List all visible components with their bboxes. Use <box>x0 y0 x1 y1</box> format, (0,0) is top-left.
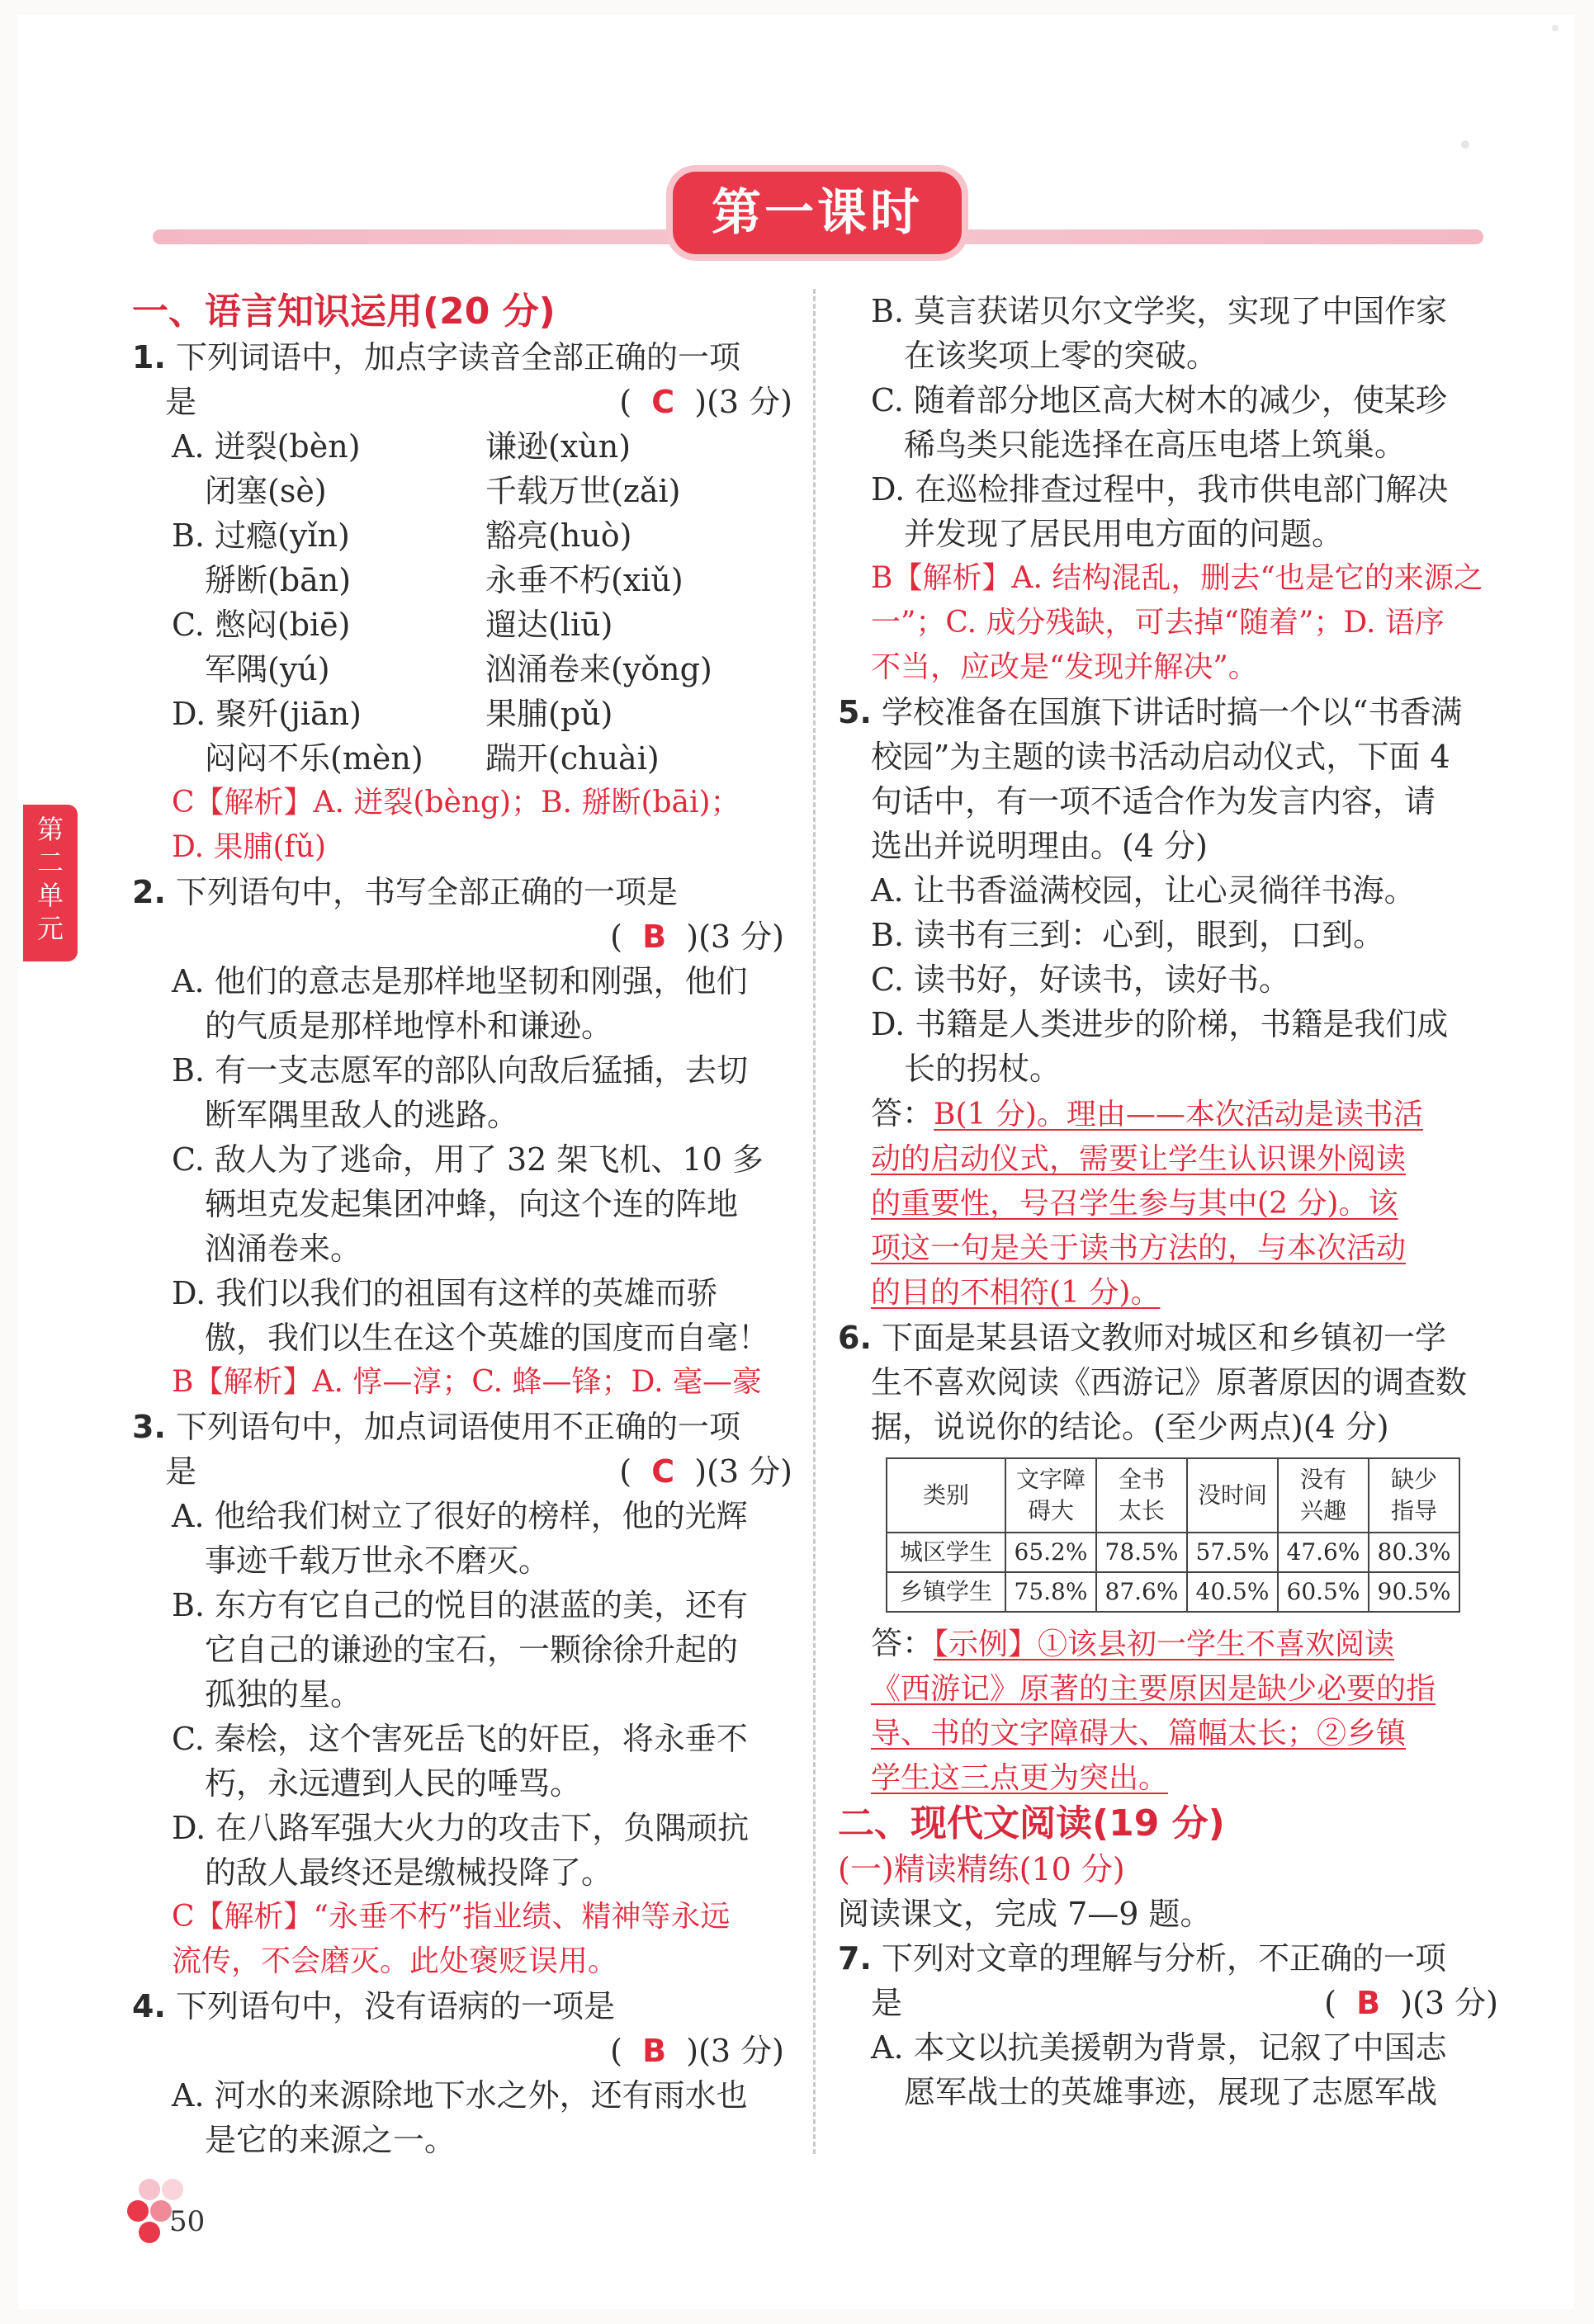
analysis-text: C【解析】A. 迸裂(bèng)；B. 掰断(bāi)； <box>172 786 740 820</box>
table-header-text: 指导 <box>1390 1497 1437 1524</box>
table-cell: 60.5% <box>1278 1572 1369 1612</box>
section-heading: 二、现代文阅读(19 分) <box>838 1802 1225 1845</box>
table-cell: 40.5% <box>1187 1572 1278 1612</box>
answer-choice: C <box>651 384 675 420</box>
option-text: C. 敌人为了逃命，用了 32 架飞机、10 多 <box>172 1141 764 1178</box>
option-text: C. 秦桧，这个害死岳飞的奸臣，将永垂不 <box>172 1721 748 1757</box>
page-title: 第一课时 <box>712 184 923 242</box>
analysis-text: 流传，不会磨灭。此处褒贬误用。 <box>172 1944 618 1978</box>
option-text: A. 本文以抗美援朝为背景，记叙了中国志 <box>871 2029 1447 2066</box>
option-text: 的气质是那样地惇朴和谦逊。 <box>205 1008 613 1044</box>
option-text: A. 他们的意志是那样地坚韧和刚强，他们 <box>172 963 748 999</box>
score-label: )(3 分) <box>686 2033 784 2069</box>
table-header-text: 没时间 <box>1197 1481 1267 1509</box>
table-header <box>1369 1458 1459 1533</box>
question-stem: 下列语句中，没有语病的一项是 <box>175 1988 615 2024</box>
option-text: 豁亮(huò) <box>485 517 632 554</box>
table-header-text: 缺少 <box>1390 1466 1437 1493</box>
column-divider <box>813 289 816 2154</box>
option-text: 汹涌卷来。 <box>205 1230 362 1267</box>
option-text: D. 在巡检排查过程中，我市供电部门解决 <box>871 471 1449 508</box>
answer-paren: ( <box>610 2033 622 2069</box>
table-row <box>887 1533 1459 1572</box>
option-text: A. 河水的来源除地下水之外，还有雨水也 <box>172 2077 748 2114</box>
table-cell: 57.5% <box>1187 1533 1278 1572</box>
answer-text: 的目的不相符(1 分)。 <box>871 1276 1161 1310</box>
score-label: )(3 分) <box>1400 1985 1498 2021</box>
option-text: D. 我们以我们的祖国有这样的英雄而骄 <box>172 1275 718 1311</box>
question-stem: 生不喜欢阅读《西游记》原著原因的调查数 <box>871 1364 1468 1401</box>
question-number: 5. <box>838 694 872 730</box>
score-label: )(3 分) <box>694 384 792 420</box>
answer-label: 答： <box>871 1625 934 1661</box>
question-stem: 下面是某县语文教师对城区和乡镇初一学 <box>881 1320 1446 1356</box>
option-text: 孤独的星。 <box>205 1676 362 1712</box>
option-text: B. 有一支志愿军的部队向敌后猛插，去切 <box>172 1052 749 1089</box>
score-label: )(3 分) <box>686 919 784 955</box>
question-stem: 学校准备在国旗下讲话时搞一个以“书香满 <box>881 694 1463 730</box>
table-cell: 65.2% <box>1005 1533 1096 1572</box>
table-header-text: 文字障 <box>1015 1466 1086 1493</box>
question-stem: 下列语句中，加点词语使用不正确的一项 <box>175 1409 740 1445</box>
question-number: 3. <box>132 1409 166 1445</box>
question-stem: 是 <box>871 1985 903 2021</box>
question-number: 4. <box>132 1988 166 2024</box>
question-5 <box>838 690 1498 1316</box>
answer-paren: ( <box>619 1453 632 1490</box>
question-number: 6. <box>838 1320 872 1356</box>
page-number: 50 <box>169 2205 206 2238</box>
analysis-text: C【解析】“永垂不朽”指业绩、精神等永远 <box>172 1900 731 1934</box>
decor-dot <box>162 2179 183 2200</box>
option-text: 闷闷不乐(mèn) <box>205 740 423 777</box>
table-header-text: 太长 <box>1118 1497 1165 1524</box>
table-cell: 城区学生 <box>887 1533 1005 1572</box>
question-7 <box>838 1936 1498 2114</box>
option-text: A. 他给我们树立了很好的榜样，他的光辉 <box>172 1498 748 1534</box>
table-header <box>1005 1458 1096 1533</box>
table-cell: 75.8% <box>1005 1572 1096 1612</box>
table-cell: 90.5% <box>1369 1572 1459 1612</box>
analysis-text: B【解析】A. 结构混乱，删去“也是它的来源之 <box>871 561 1483 595</box>
option-text: 是它的来源之一。 <box>205 2122 456 2158</box>
question-stem: 是 <box>165 1453 197 1490</box>
option-text: 长的拐杖。 <box>904 1051 1062 1087</box>
option-text: 事迹千载万世永不磨灭。 <box>205 1542 551 1579</box>
table-header-text: 类别 <box>922 1481 969 1509</box>
analysis-text: 一”；C. 成分残缺，可去掉“随着”；D. 语序 <box>871 606 1445 640</box>
answer-choice: C <box>651 1453 675 1490</box>
answer-text: 导、书的文字障碍大、篇幅太长；②乡镇 <box>871 1717 1407 1750</box>
option-text: 并发现了居民用电方面的问题。 <box>904 516 1344 552</box>
answer-text: 【示例】①该县初一学生不喜欢阅读 <box>934 1627 1395 1661</box>
option-text: 断军隅里敌人的逃路。 <box>205 1097 519 1133</box>
unit-side-tab <box>23 805 78 961</box>
option-text: B. 东方有它自己的悦目的湛蓝的美，还有 <box>172 1587 749 1623</box>
answer-text: 学生这三点更为突出。 <box>871 1761 1169 1795</box>
subsection-heading: (一)精读精练(10 分) <box>838 1851 1125 1887</box>
table-cell: 87.6% <box>1096 1572 1187 1612</box>
survey-table <box>886 1457 1460 1613</box>
option-text: B. 读书有三到：心到，眼到，口到。 <box>871 917 1385 953</box>
instruction-text: 阅读课文，完成 7—9 题。 <box>838 1896 1212 1932</box>
table-header <box>1096 1458 1187 1533</box>
table-header <box>887 1458 1005 1533</box>
table-cell: 47.6% <box>1278 1533 1369 1572</box>
option-text: 闭塞(sè) <box>205 473 327 509</box>
title-banner <box>673 172 962 254</box>
decor-dot <box>139 2179 160 2200</box>
answer-choice: B <box>1356 1985 1381 2021</box>
side-tab-char: 第 <box>36 814 64 845</box>
option-text: D. 在八路军强大火力的攻击下，负隅顽抗 <box>172 1810 750 1846</box>
question-2 <box>132 870 792 1405</box>
option-text: 稀鸟类只能选择在高压电塔上筑巢。 <box>904 427 1407 463</box>
option-text: 朽，永远遭到人民的唾骂。 <box>205 1765 582 1802</box>
answer-text: 项这一句是关于读书方法的，与本次活动 <box>871 1231 1407 1265</box>
decor-dot <box>127 2200 149 2222</box>
table-header <box>1187 1458 1278 1533</box>
question-stem: 据，说说你的结论。(至少两点)(4 分) <box>871 1409 1389 1445</box>
option-text: 汹涌卷来(yǒng) <box>485 651 712 687</box>
question-stem: 选出并说明理由。(4 分) <box>871 828 1208 864</box>
answer-text: 的重要性，号召学生参与其中(2 分)。该 <box>871 1187 1398 1221</box>
table-header-text: 没有 <box>1299 1466 1346 1493</box>
side-tab-char: 二 <box>36 847 64 878</box>
option-text: 在该奖项上零的突破。 <box>904 338 1218 374</box>
option-text: 掰断(bān) <box>205 562 352 598</box>
question-6 <box>838 1316 1498 1801</box>
option-text: 千载万世(zǎi) <box>485 473 681 509</box>
option-text: D. 聚歼(jiān) <box>172 696 362 732</box>
option-text: C. 憋闷(biē) <box>172 607 351 643</box>
answer-text: B(1 分)。理由——本次活动是读书活 <box>934 1098 1423 1131</box>
question-3 <box>132 1405 792 1984</box>
option-text: B. 莫言获诺贝尔文学奖，实现了中国作家 <box>871 293 1448 329</box>
question-stem: 下列对文章的理解与分析，不正确的一项 <box>881 1940 1446 1977</box>
option-text: 辆坦克发起集团冲蜂，向这个连的阵地 <box>205 1186 739 1222</box>
option-text: 它自己的谦逊的宝石，一颗徐徐升起的 <box>205 1632 739 1668</box>
score-label: )(3 分) <box>694 1453 792 1490</box>
option-text: 踹开(chuài) <box>485 740 660 777</box>
table-cell: 乡镇学生 <box>887 1572 1005 1612</box>
option-text: A. 迸裂(bèn) <box>172 428 361 465</box>
table-row <box>887 1572 1459 1612</box>
question-number: 7. <box>838 1940 872 1977</box>
option-text: 军隅(yú) <box>205 651 330 687</box>
question-1 <box>132 335 792 870</box>
option-text: D. 书籍是人类进步的阶梯，书籍是我们成 <box>871 1006 1449 1042</box>
answer-label: 答： <box>871 1095 934 1131</box>
table-header-text: 碍大 <box>1027 1497 1074 1524</box>
question-stem: 下列词语中，加点字读音全部正确的一项 <box>175 339 740 376</box>
table-header-text: 兴趣 <box>1299 1497 1346 1524</box>
section-heading: 一、语言知识运用(20 分) <box>132 290 556 333</box>
question-number: 2. <box>132 874 166 910</box>
option-text: 永垂不朽(xiǔ) <box>485 562 683 598</box>
analysis-text: D. 果脯(fǔ) <box>172 830 327 864</box>
side-tab-char: 单 <box>36 880 64 911</box>
answer-paren: ( <box>619 384 632 420</box>
answer-choice: B <box>642 2033 667 2069</box>
answer-text: 《西游记》原著的主要原因是缺少必要的指 <box>871 1672 1436 1706</box>
option-text: 遛达(liū) <box>485 607 613 643</box>
option-text: 果脯(pǔ) <box>485 696 613 732</box>
question-stem: 校园”为主题的读书活动启动仪式，下面 4 <box>871 739 1450 775</box>
left-column <box>132 289 792 2162</box>
question-stem: 句话中，有一项不适合作为发言内容，请 <box>871 783 1436 820</box>
option-text: C. 读书好，好读书，读好书。 <box>871 961 1290 998</box>
table-cell: 80.3% <box>1369 1533 1459 1572</box>
option-text: 的敌人最终还是缴械投降了。 <box>205 1854 613 1891</box>
answer-text: 动的启动仪式，需要让学生认识课外阅读 <box>871 1142 1407 1176</box>
option-text: 谦逊(xùn) <box>485 428 631 465</box>
answer-choice: B <box>642 919 667 955</box>
analysis-text: 不当，应改是“发现并解决”。 <box>871 650 1258 684</box>
decor-dot <box>1461 140 1469 149</box>
question-4 <box>132 1984 792 2162</box>
table-header-text: 全书 <box>1118 1466 1165 1493</box>
table-cell: 78.5% <box>1096 1533 1187 1572</box>
analysis-text: B【解析】A. 惇—淳；C. 蜂—锋；D. 毫—豪 <box>172 1365 762 1399</box>
option-text: 傲，我们以生在这个英雄的国度而自毫！ <box>205 1320 770 1356</box>
table-header-row <box>887 1458 1459 1533</box>
right-column <box>838 289 1498 2114</box>
option-text: 愿军战士的英雄事迹，展现了志愿军战 <box>904 2074 1438 2110</box>
answer-paren: ( <box>610 919 622 955</box>
option-text: C. 随着部分地区高大树木的减少，使某珍 <box>871 382 1447 418</box>
option-text: A. 让书香溢满校园，让心灵徜徉书海。 <box>871 872 1416 909</box>
question-number: 1. <box>132 339 166 376</box>
table-header <box>1278 1458 1369 1533</box>
question-stem: 下列语句中，书写全部正确的一项是 <box>175 874 678 910</box>
option-text: B. 过瘾(yǐn) <box>172 517 350 554</box>
side-tab-char: 元 <box>36 913 64 944</box>
answer-paren: ( <box>1324 1985 1336 2021</box>
decor-dot <box>1552 25 1559 31</box>
question-stem: 是 <box>165 384 197 420</box>
decor-dot <box>139 2222 160 2243</box>
